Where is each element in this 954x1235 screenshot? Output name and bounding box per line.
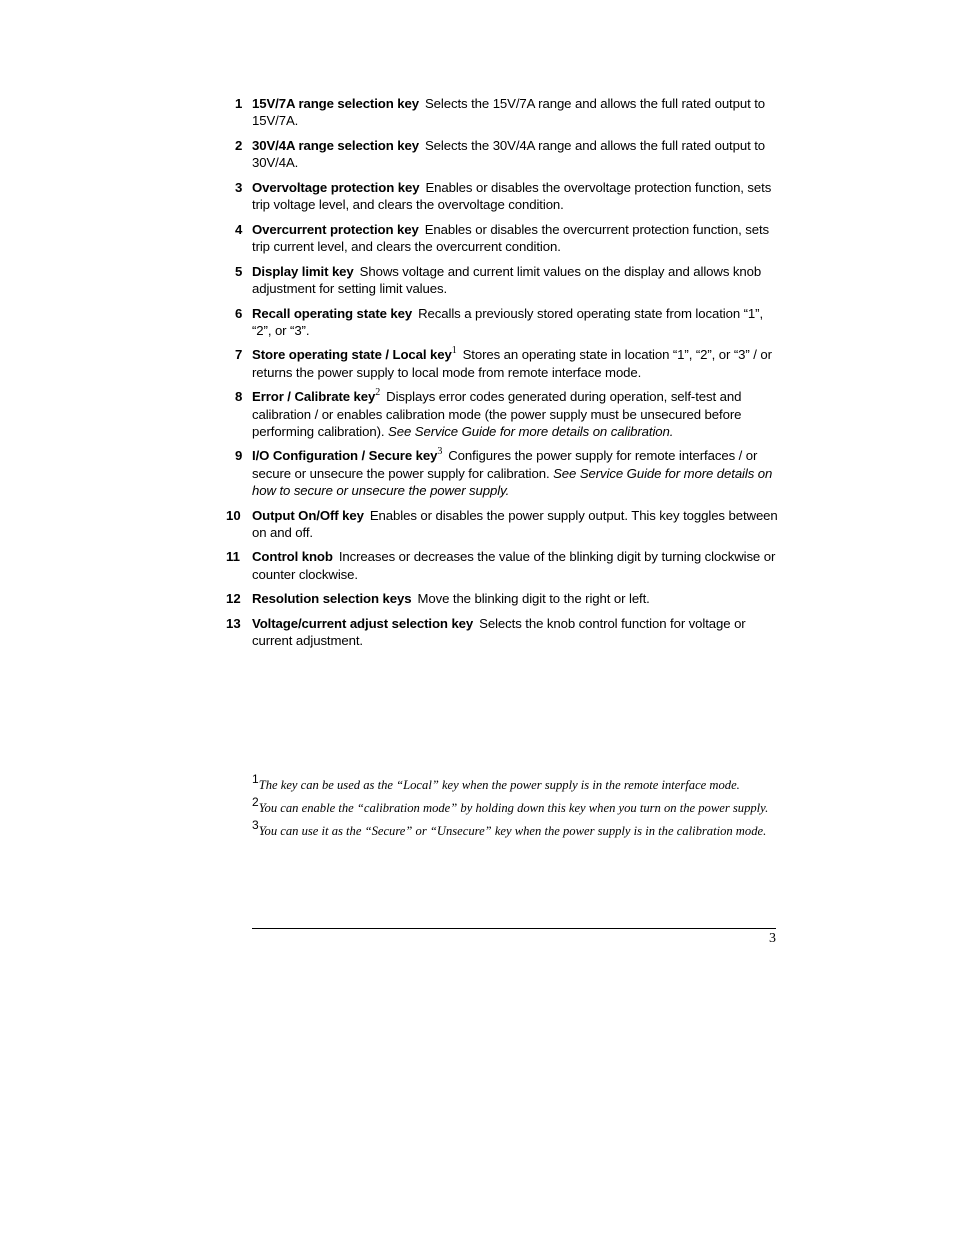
key-name	[252, 616, 473, 631]
item-number: 7	[235, 347, 243, 363]
item-number: 10	[226, 507, 241, 523]
item-body	[252, 263, 778, 297]
footer-rule	[252, 928, 776, 929]
key-name-text: Store operating state / Local key	[252, 347, 452, 363]
item-number: 1	[235, 96, 243, 111]
key-description-item	[226, 305, 778, 339]
key-description-item	[226, 388, 778, 440]
key-description-item	[226, 221, 778, 255]
key-name-text: I/O Configuration / Secure key	[252, 448, 438, 464]
key-description: Enables or disables the overcurrent protection function, sets trip current level, and clears the overcurrent condition.	[252, 221, 769, 254]
item-body	[252, 95, 778, 129]
key-name-text: Display limit key	[252, 263, 354, 279]
footnote-mark: 2	[252, 795, 259, 809]
key-name	[252, 96, 419, 111]
item-body	[252, 305, 778, 339]
item-body	[252, 447, 778, 499]
key-description-item	[226, 447, 778, 499]
key-description-item	[226, 548, 778, 582]
key-name-text: Recall operating state key	[252, 305, 413, 321]
key-description: Selects the knob control function for voltage or current adjustment.	[252, 616, 746, 649]
item-number: 13	[226, 616, 241, 632]
key-name	[252, 222, 419, 237]
key-description: Displays error codes generated during operation, self-test and calibration / or enables calibration mode (the power supply must be unsecured before performing calibration).	[252, 389, 742, 439]
key-name	[252, 549, 333, 564]
item-number: 4	[235, 221, 243, 237]
key-name	[252, 180, 419, 195]
item-body	[252, 179, 778, 213]
key-description: Selects the 30V/4A range and allows the full rated output to 30V/4A.	[252, 137, 766, 171]
footnote-reference: 1	[451, 345, 457, 357]
key-description: Enables or disables the overvoltage protection function, sets trip voltage level, and clears the overvoltage condition.	[252, 179, 772, 213]
key-description-item	[226, 95, 778, 129]
key-name-text: Control knob	[252, 549, 333, 565]
footnotes	[252, 772, 782, 845]
key-description-item	[226, 615, 778, 649]
key-description: Shows voltage and current limit values on the display and allows knob adjustment for setting limit values.	[252, 263, 762, 296]
item-body	[252, 590, 778, 607]
item-number: 2	[235, 137, 243, 153]
item-number: 3	[235, 179, 243, 195]
service-guide-note: See Service Guide for more details on how to secure or unsecure the power supply.	[252, 465, 773, 498]
footnote-mark: 1	[252, 772, 259, 786]
service-guide-note: See Service Guide for more details on calibration.	[388, 423, 674, 439]
key-name-text: 30V/4A range selection key	[252, 137, 419, 153]
key-name-text: Error / Calibrate key	[252, 389, 376, 405]
key-name-text: Resolution selection keys	[252, 591, 412, 607]
item-number: 12	[226, 591, 241, 607]
key-name-text: Output On/Off key	[252, 507, 364, 523]
item-number: 5	[235, 263, 243, 279]
item-body	[252, 548, 778, 582]
key-name-text: Voltage/current adjust selection key	[252, 616, 474, 632]
footnote-text: You can use it as the “Secure” or “Unsecure” key when the power supply is in the calibration mode.	[258, 824, 767, 838]
footnote	[252, 772, 782, 795]
key-name-text: Overcurrent protection key	[252, 221, 419, 237]
key-name	[252, 591, 411, 606]
key-description-list	[226, 95, 778, 657]
footnote-text: You can enable the “calibration mode” by holding down this key when you turn on the power supply.	[258, 801, 769, 815]
page-number: 3	[769, 931, 776, 946]
key-name-text: Overvoltage protection key	[252, 179, 420, 195]
item-body	[252, 388, 778, 440]
item-body	[252, 507, 778, 541]
key-description-item	[226, 507, 778, 541]
item-number: 11	[226, 549, 240, 565]
footnote	[252, 795, 782, 818]
item-body	[252, 346, 778, 380]
key-description: Recalls a previously stored operating state from location “1”, “2”, or “3”.	[252, 305, 764, 338]
item-number: 8	[235, 389, 243, 405]
key-description-item	[226, 346, 778, 380]
key-name	[252, 508, 364, 523]
key-name-text: 15V/7A range selection key	[252, 96, 419, 111]
footnote-mark: 3	[252, 818, 259, 832]
key-name	[252, 448, 442, 463]
key-description: Enables or disables the power supply output. This key toggles between on and off.	[252, 507, 778, 540]
footnote-reference: 2	[375, 387, 381, 399]
key-name	[252, 264, 354, 279]
footnote-reference: 3	[437, 446, 443, 458]
item-number: 9	[235, 448, 243, 464]
item-body	[252, 615, 778, 649]
key-description: Configures the power supply for remote interfaces / or secure or unsecure the power supply for calibration.	[252, 448, 758, 481]
key-description: Move the blinking digit to the right or left.	[417, 591, 650, 607]
key-name	[252, 138, 419, 153]
footnote-text: The key can be used as the “Local” key when the power supply is in the remote interface mode.	[258, 778, 740, 792]
key-name	[252, 347, 457, 362]
key-description-item	[226, 590, 778, 607]
key-name	[252, 306, 412, 321]
key-description-item	[226, 179, 778, 213]
footnote	[252, 818, 782, 841]
item-number: 6	[235, 305, 243, 321]
key-name	[252, 389, 380, 404]
key-description: Stores an operating state in location “1”, “2”, or “3” / or returns the power supply to local mode from remote interface mode.	[252, 347, 772, 380]
item-body	[252, 221, 778, 255]
item-body	[252, 137, 778, 171]
key-description-item	[226, 263, 778, 297]
key-description: Increases or decreases the value of the blinking digit by turning clockwise or counter clockwise.	[252, 549, 776, 582]
key-description-item	[226, 137, 778, 171]
key-description: Selects the 15V/7A range and allows the full rated output to 15V/7A.	[252, 96, 766, 129]
